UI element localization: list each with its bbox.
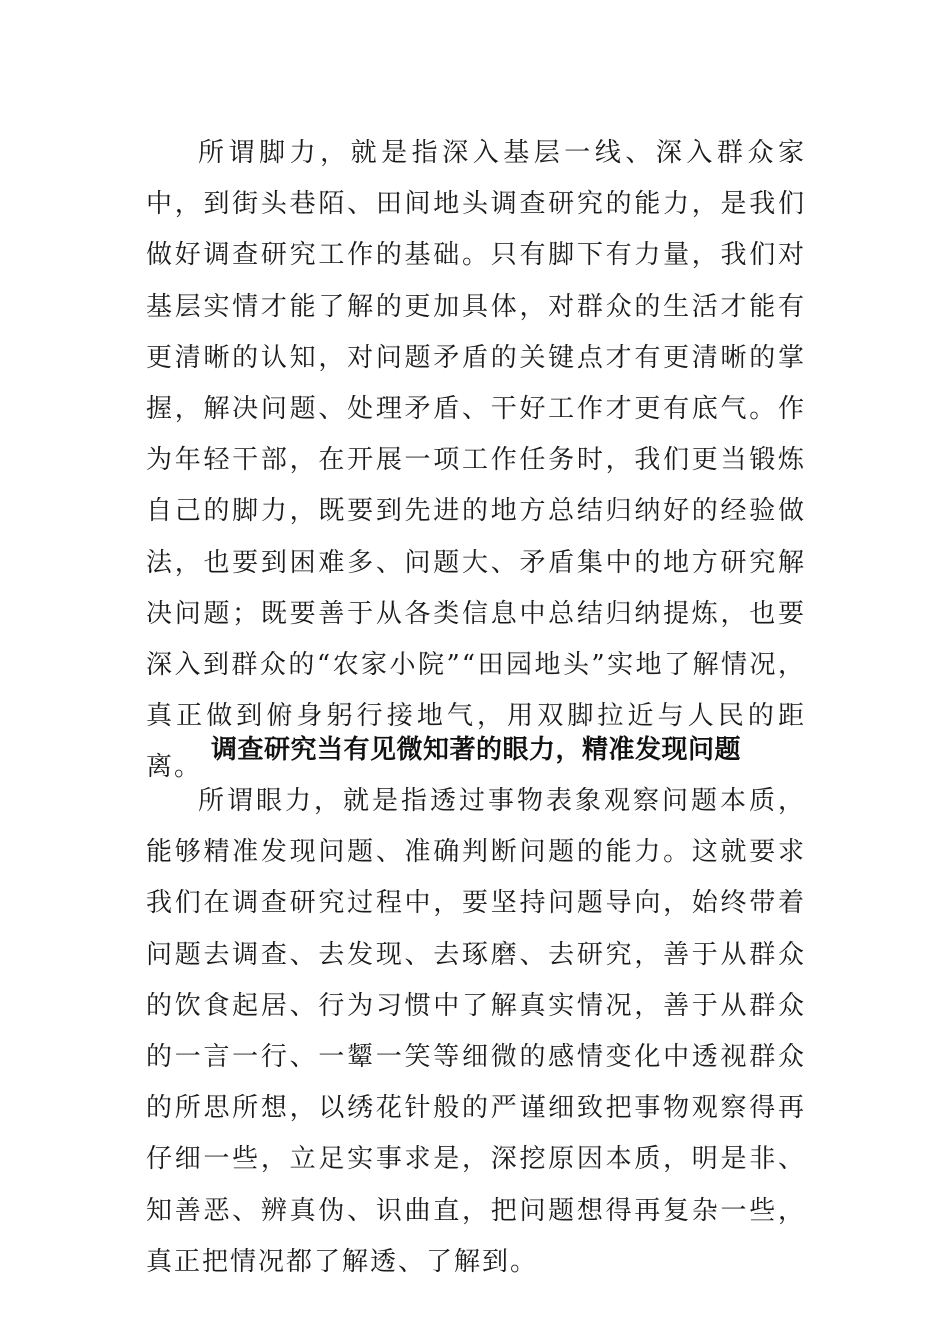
section-heading: 调查研究当有见微知著的眼力，精准发现问题: [210, 735, 741, 765]
body-paragraph-eye-strength: 所谓眼力，就是指透过事物表象观察问题本质，能够精准发现问题、准确判断问题的能力。这就要求我们在调查研究过程中，要坚持问题导向，始终带着问题去调查、去发现、去琢磨、去研究，善于从群众的饮食起居、行为习惯中了解真实情况，善于从群众的一言一行、一颦一笑等细微的感情变化中透视群众的所思所想，以绣花针般的严谨细致把事物观察得再仔细一些，立足实事求是，深挖原因本质，明是非、知善恶、辨真伪、识曲直，把问题想得再复杂一些，真正把情况都了解透、了解到。: [146, 786, 806, 1277]
body-paragraph-foot-strength: 所谓脚力，就是指深入基层一线、深入群众家中，到街头巷陌、田间地头调查研究的能力，是我们做好调查研究工作的基础。只有脚下有力量，我们对基层实情才能了解的更加具体，对群众的生活才能有更清晰的认知，对问题矛盾的关键点才有更清晰的掌握，解决问题、处理矛盾、干好工作才更有底气。作为年轻干部，在开展一项工作任务时，我们更当锻炼自己的脚力，既要到先进的地方总结归纳好的经验做法，也要到困难多、问题大、矛盾集中的地方研究解决问题；既要善于从各类信息中总结归纳提炼，也要深入到群众的“农家小院”“田园地头”实地了解情况，真正做到俯身躬行接地气，用双脚拉近与人民的距离。: [146, 138, 806, 783]
